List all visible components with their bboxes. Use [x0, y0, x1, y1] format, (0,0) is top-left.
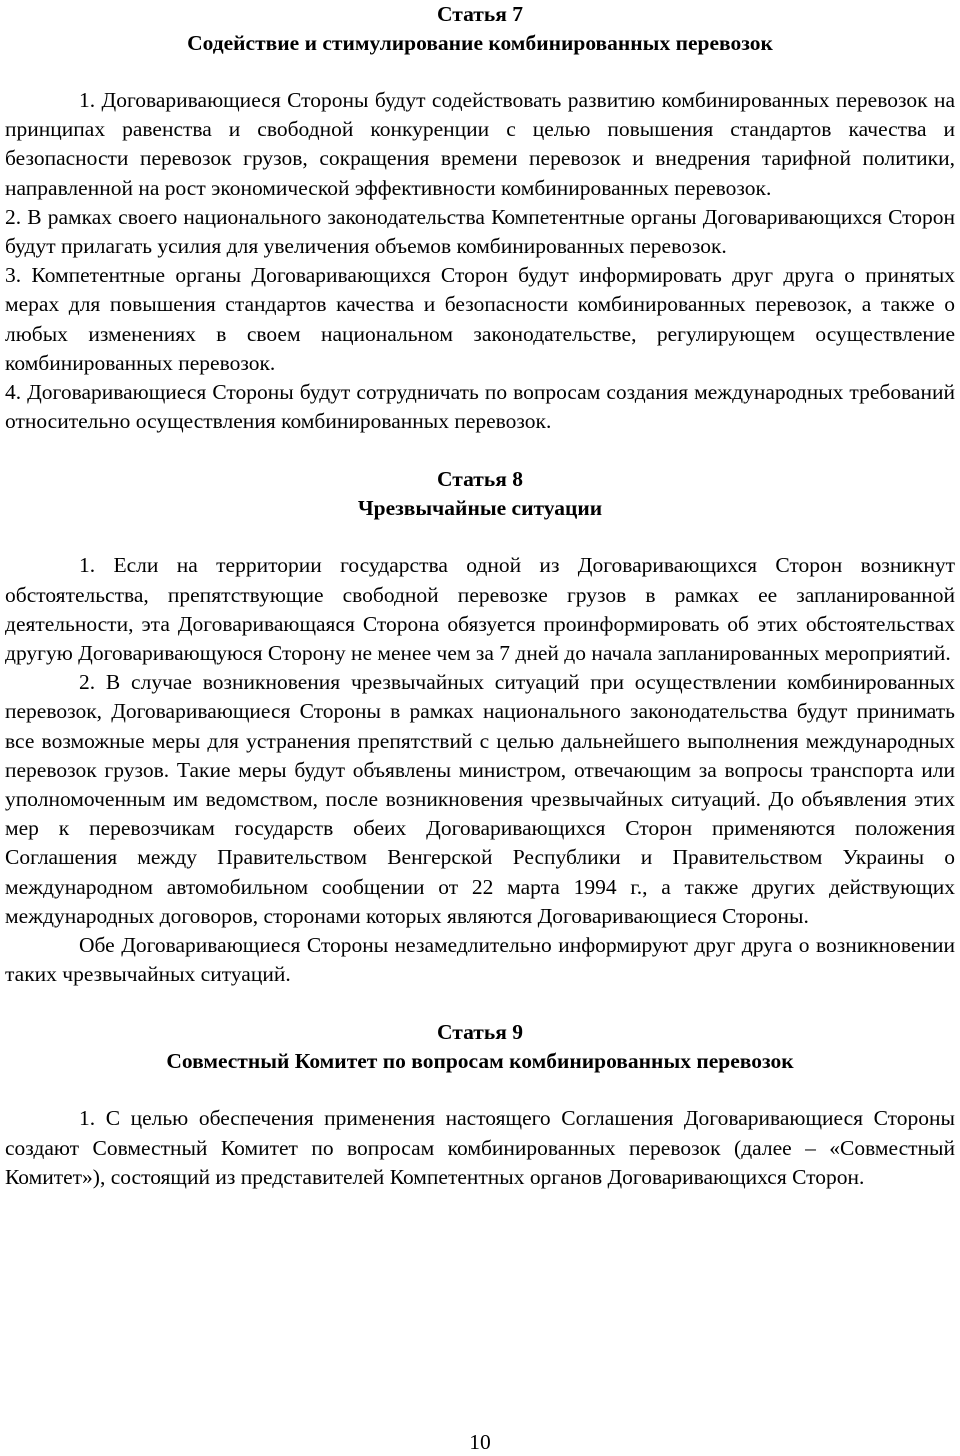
document-page [5, 0, 955, 1192]
article-9-title: Статья 9 [437, 1020, 523, 1045]
article-8 [5, 465, 955, 989]
article-8-paragraph-3: Обе Договаривающиеся Стороны незамедлительно информируют друг друга о возникновении таких чрезвычайных ситуаций. [5, 933, 955, 987]
article-9-subtitle: Совместный Комитет по вопросам комбинированных перевозок [166, 1049, 794, 1074]
article-7-paragraph-2: 2. В рамках своего национального законодательства Компетентные органы Договаривающихся Сторон будут прилагать усилия для увеличения объемов комбинированных перевозок. [5, 204, 955, 259]
article-7-paragraph-1: 1. Договаривающиеся Стороны будут содействовать развитию комбинированных перевозок на принципах равенства и свободной конкуренции с целью повышения стандартов качества и безопасности перевозок грузов, сокращения времени перевозок и внедрения тарифной политики, направленной на рост экономической эффективности комбинированных перевозок. [5, 88, 955, 200]
article-9 [5, 1018, 955, 1192]
article-7-paragraph-4: 4. Договаривающиеся Стороны будут сотрудничать по вопросам создания международных требований относительно осуществления комбинированных перевозок. [5, 380, 955, 434]
article-8-paragraph-1: 1. Если на территории государства одной из Договаривающихся Сторон возникнут обстоятельства, препятствующие свободной перевозке грузов в рамках ее запланированной деятельности, эта Договаривающаяся Сторона обязуется проинформировать об этих обстоятельствах другую Договаривающуюся Сторону не менее чем за 7 дней до начала запланированных мероприятий. [5, 553, 955, 666]
article-7-subtitle: Содействие и стимулирование комбинированных перевозок [187, 31, 773, 55]
article-7-title: Статья 7 [437, 2, 523, 26]
article-7 [5, 0, 955, 436]
article-8-paragraph-2: 2. В случае возникновения чрезвычайных ситуаций при осуществлении комбинированных перевозок, Договаривающиеся Стороны в рамках национального законодательства будут принимать все возможные меры для устранения препятствий с целью дальнейшего выполнения международных перевозок грузов. Такие меры будут объявлены министром, отвечающим за вопросы транспорта или уполномоченным им ведомством, после возникновения чрезвычайных ситуаций. До объявления этих мер к перевозчикам государств обеих Договаривающихся Сторон применяются положения Соглашения между Правительством Венгерской Республики и Правительством Украины о международном автомобильном сообщении от 22 марта 1994 г., а также других действующих международных договоров, сторонами которых являются Договаривающиеся Стороны. [5, 670, 955, 928]
article-9-paragraph-1: 1. С целью обеспечения применения настоящего Соглашения Договаривающиеся Стороны создают Совместный Комитет по вопросам комбинированных перевозок (далее – «Совместный Комитет»), состоящий из представителей Компетентных органов Договаривающихся Сторон. [5, 1106, 955, 1189]
page-number: 10 [469, 1430, 491, 1454]
article-7-paragraph-3: 3. Компетентные органы Договаривающихся Сторон будут информировать друг друга о принятых мерах для повышения стандартов качества и безопасности комбинированных перевозок, а также о любых изменениях в своем национальном законодательстве, регулирующем осуществление комбинированных перевозок. [5, 263, 955, 375]
article-8-subtitle: Чрезвычайные ситуации [357, 496, 603, 521]
article-8-title: Статья 8 [437, 467, 523, 492]
